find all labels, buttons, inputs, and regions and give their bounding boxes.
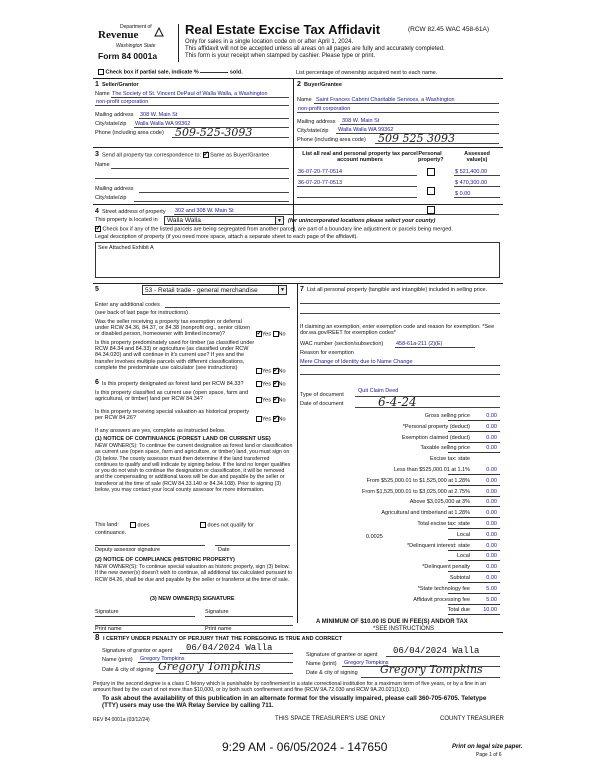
no-label: No	[278, 368, 286, 375]
street-field[interactable]: 302 and 308 W. Main St	[175, 208, 234, 214]
partial-sale-label: Check box if partial sale, indicate %	[105, 69, 199, 76]
street-label: Street address of property	[102, 209, 166, 215]
tax-row-value[interactable]: 0.00	[486, 478, 497, 484]
tax-row-value[interactable]: 0.00	[486, 413, 497, 419]
grantor-signature-field[interactable]: 06/04/2024 Walla	[186, 643, 273, 653]
correspondence-label: Send all property tax correspondence to:	[102, 152, 202, 159]
tax-row-label: Total excise tax: state	[417, 521, 470, 527]
forest-yes-checkbox[interactable]	[256, 381, 262, 387]
correspondence-city-label: City/state/zip	[95, 195, 127, 201]
partial-percent-field[interactable]	[200, 72, 228, 73]
local-rate: 0.0025	[366, 534, 383, 540]
tax-row-label: Exemption claimed (deduct)	[401, 435, 470, 441]
header-line-2: This affidavit will not be accepted unless all areas on all pages are fully and accurately completed.	[185, 46, 445, 52]
personal-col-header: Personal property?	[418, 151, 444, 163]
correspondence-name-label: Name	[95, 162, 110, 168]
wac-label: WAC number (section/subsection)	[300, 341, 384, 347]
tax-row-value[interactable]: 0.00	[486, 424, 497, 430]
doc-date-field[interactable]: 6-4-24	[378, 395, 417, 409]
grantee-name-field[interactable]: Gregory Tompkins	[344, 660, 389, 666]
legal-label: Legal description of property (if you need more space, attach a separate sheet to each page of the affidavit).	[95, 234, 358, 240]
does-checkbox[interactable]	[130, 522, 136, 528]
no-label: No	[278, 381, 286, 388]
logo-revenue: Revenue	[98, 29, 139, 41]
no-label: No	[278, 397, 286, 404]
tax-row-label: Taxable selling price	[420, 445, 470, 451]
seller-phone-label: Phone (including area code)	[95, 130, 164, 136]
form-number: Form 84 0001a	[98, 51, 158, 61]
current-use-question: Is this property classified as current use (open space, farm and agricultural, or timber) land per RCW 84.34?	[95, 390, 249, 403]
partial-sold-label: sold.	[229, 69, 243, 76]
tax-row-value[interactable]: 0.00	[486, 553, 497, 559]
assessed-value[interactable]: $ 470,300.00	[455, 180, 488, 186]
forest-question: Is this property designated as forest land per RCW 84.33?	[102, 381, 244, 387]
grantor-date-city-label: Date & city of signing	[102, 667, 154, 673]
page-number: Page 1 of 6	[476, 752, 502, 758]
tax-row-value[interactable]: 0.00	[486, 435, 497, 441]
tax-row-label: From $525,000.01 to $1,525,000 at 1.28%	[366, 478, 470, 484]
does-label: does	[137, 522, 150, 529]
seller-name-label: Name	[95, 91, 110, 97]
legal-description-field[interactable]	[95, 242, 500, 278]
buyer-mailing-field[interactable]: 308 W. Main St	[342, 118, 380, 124]
tax-row-label: *Delinquent penalty	[422, 564, 470, 570]
buyer-name-field[interactable]: Saint Frances Cabrini Charitable Services, a Washington	[316, 97, 455, 103]
grantor-name-label: Name (print)	[102, 657, 133, 663]
correspondence-name-field[interactable]	[111, 168, 289, 169]
form-title: Real Estate Excise Tax Affidavit	[185, 22, 381, 37]
use-code-select[interactable]	[142, 285, 287, 295]
section-3-label	[102, 152, 269, 158]
section-7-num: 7	[300, 286, 304, 293]
tax-row-value[interactable]: 5.00	[486, 597, 497, 603]
correspondence-mailing-field[interactable]	[139, 192, 289, 193]
notice-2-text: NEW OWNER(S): To continue special valuation as historic property, sign (3) below. If the new owner(s) doesn't wish to continue, all additional tax calculated pursuant to RCW 84.26, shall be due and payable by the seller or transferor at the time of sale.	[95, 564, 293, 583]
segregated-checkbox[interactable]	[95, 226, 101, 232]
tax-row-label: Subtotal	[449, 575, 470, 581]
yes-label: Yes	[262, 368, 271, 375]
tax-row-value[interactable]: 10.00	[483, 607, 497, 613]
notice-3-title: (3) NEW OWNER(S) SIGNATURE	[150, 596, 235, 602]
location-select[interactable]	[164, 216, 284, 225]
historic-question: Is this property receiving special valuation as historical property per RCW 84.26?	[95, 409, 250, 422]
grantee-date-city-label: Date & city of signing	[306, 670, 358, 676]
tax-row-value[interactable]: 0.00	[486, 521, 497, 527]
seller-city-label: City/state/zip	[95, 121, 127, 127]
exempt-answer	[256, 331, 286, 337]
notice-1-title: (1) NOTICE OF CONTINUANCE (FOREST LAND OR CURRENT USE)	[95, 436, 271, 442]
does-not-checkbox[interactable]	[200, 522, 206, 528]
tax-row-label: Less than $525,000.01 at 1.1%	[393, 467, 470, 473]
yes-label: Yes	[262, 381, 271, 388]
new-owner-signature-label-2: Signature	[205, 609, 229, 615]
county-treasurer-label: COUNTY TREASURER	[440, 716, 504, 722]
notice-1-text: NEW OWNER(S): To continue the current designation as forest land or classification as current use (open space, farm and agriculture, or timber) land, you must sign on (3) below. The county assessor must then determine if the land transferred continues to qualify and will indicate by signing below. If the land no longer qualifies or you do not wish to continue the designation or classification, it will be removed and the compensating or additional taxes will be due and payable by the seller or transferor at the time of sale (RCW 84.33.140 or 84.34.108). Prior to signing (3) below, you may contact your local county assessor for more information.	[95, 443, 293, 494]
certify-statement: I CERTIFY UNDER PENALTY OF PERJURY THAT THE FOREGOING IS TRUE AND CORRECT	[103, 636, 343, 642]
continuance-label: continuance.	[95, 530, 127, 536]
current-use-no-checkbox[interactable]	[273, 397, 279, 403]
tax-row-label: *State technology fee	[417, 586, 470, 592]
new-owner-signature-field[interactable]	[95, 616, 195, 617]
seller-mailing-label: Mailing address	[95, 112, 134, 118]
tax-row-label: From $1,525,000.01 to $3,025,000 at 2.75%	[362, 489, 470, 495]
seller-mailing-field[interactable]: 308 W. Main St	[140, 112, 178, 118]
tax-row-value[interactable]: 0.00	[486, 543, 497, 549]
historic-yes-checkbox[interactable]	[256, 416, 262, 422]
personal-property-checkbox[interactable]	[427, 187, 435, 195]
doc-type-label: Type of document	[300, 392, 344, 398]
buyer-name-field-2[interactable]: non-profit corporation	[298, 106, 351, 112]
grantor-name-field[interactable]: Gregory Tompkins	[140, 656, 185, 662]
exempt-yes-checkbox[interactable]	[256, 331, 262, 337]
timber-yes-checkbox[interactable]	[256, 368, 262, 374]
location-select-value: Walla Walla	[167, 217, 201, 224]
timber-no-checkbox[interactable]	[273, 368, 279, 374]
assessed-value[interactable]: $ 0.00	[455, 191, 471, 197]
section-4-num: 4	[95, 208, 99, 215]
forest-answer	[256, 381, 286, 387]
header-line-3: This form is your receipt when stamped by cashier. Please type or print.	[185, 53, 376, 59]
deputy-date-label: Date	[218, 547, 230, 553]
logo-state: Washington State	[116, 43, 156, 49]
grantee-signature-field[interactable]: 06/04/2024 Walla	[393, 646, 480, 656]
tax-row-label: Local	[456, 532, 470, 538]
treasurer-use-label: THIS SPACE TREASURER'S USE ONLY	[275, 716, 386, 722]
section-2-num: 2	[297, 81, 301, 88]
partial-sale-row	[98, 69, 243, 75]
grantor-signature-label: Signature of grantor or agent	[102, 648, 173, 654]
grantee-signature-script: Gregory Tompkins	[380, 663, 483, 676]
buyer-phone-field[interactable]: 509 525 3093	[378, 132, 455, 145]
tax-row-value[interactable]: 5.00	[486, 586, 497, 592]
new-owner-signature-field-2[interactable]	[205, 616, 293, 617]
does-not-option	[200, 522, 254, 528]
tax-row-label: Local	[456, 553, 470, 559]
deputy-label: Deputy assessor signature	[95, 547, 161, 553]
legal-description-text: See Attached Exhibit A	[98, 245, 154, 251]
seller-city-field[interactable]: Walla Walla WA 99362	[135, 121, 191, 127]
tax-row-value[interactable]: 0.00	[486, 510, 497, 516]
alternate-format-notice: To ask about the availability of this publication in an alternate format for the visually impaired, please call 360-705-6705. Teletype (TTY) users may use the WA Relay Service by calling 711.	[102, 695, 487, 709]
notice-2-title: (2) NOTICE OF COMPLIANCE (HISTORIC PROPERTY)	[95, 557, 235, 563]
historic-answer	[256, 416, 286, 422]
percent-note: List percentage of ownership acquired next to each name.	[296, 70, 438, 76]
does-option	[130, 522, 149, 528]
located-note: (for unincorporated locations please select your county)	[288, 218, 436, 224]
exempt-no-checkbox[interactable]	[273, 331, 279, 337]
grantee-signature-label: Signature of grantee or agent	[306, 652, 378, 658]
personal-property-checkbox[interactable]	[427, 168, 435, 176]
deputy-date-field[interactable]	[215, 545, 290, 546]
reason-field[interactable]: Mere Change of Identity due to Name Change	[300, 359, 413, 365]
assessed-value[interactable]: $ 521,400.00	[455, 169, 488, 175]
logo-dept-of: Department of	[120, 24, 152, 30]
buyer-city-label: City/state/zip	[297, 128, 329, 134]
new-owner-print-label: Print name	[95, 626, 122, 632]
additional-codes-label: Enter any additional codes	[95, 302, 160, 308]
assessed-col-header: Assessed value(s)	[464, 151, 490, 163]
wa-flag-icon	[154, 27, 164, 37]
deputy-signature-field[interactable]	[95, 545, 205, 546]
see-instructions-note: *SEE INSTRUCTIONS	[373, 626, 435, 632]
seller-phone-field[interactable]: 509-525-3093	[175, 126, 253, 139]
grantee-name-label: Name (print)	[306, 661, 337, 667]
legal-paper-note: Print on legal size paper.	[452, 744, 523, 750]
tax-row-value[interactable]: 0.00	[486, 564, 497, 570]
minimum-note: A MINIMUM OF $10.00 IS DUE IN FEE(S) AND/OR TAX	[316, 619, 468, 625]
buyer-phone-label: Phone (including area code)	[297, 137, 366, 143]
yes-label: Yes	[262, 331, 271, 338]
form-title-ref: (RCW 82.45 WAC 458-61A)	[408, 26, 490, 33]
this-land-label: This land:	[95, 522, 119, 528]
current-use-answer	[256, 397, 286, 403]
tax-row-label: Agricultural and timberland at 1.28%	[381, 510, 470, 516]
tax-row-label: Above $3,025,000 at 3%	[409, 499, 470, 505]
tax-row-label: *Delinquent interest: state	[407, 543, 470, 549]
buyer-mailing-label: Mailing address	[297, 119, 336, 125]
additional-codes-field[interactable]	[165, 307, 290, 308]
seller-heading: Seller/Grantor	[102, 82, 139, 88]
buyer-city-field[interactable]: Walla Walla WA 99362	[338, 127, 394, 133]
timber-question: Is this property predominately used for timber (as classified under RCW 84.34 and 84.33) or agriculture (as classified under RCW 84.34.020) and will continue in it's current use? If yes and the transfer involves multiple parcels with different classifications, complete the predominate use calculator (see instructions)	[95, 340, 255, 371]
dor-logo	[98, 24, 170, 64]
buyer-name-label: Name	[297, 97, 312, 103]
no-label: No	[278, 416, 286, 423]
exempt-question: Was the seller receiving a property tax exemption or deferral under RCW 84.36, 84.37, or 84.38 (nonprofit org., senior citizen or disabled person, homeowner with limited income)?	[95, 319, 251, 338]
partial-sale-checkbox[interactable]	[98, 69, 104, 75]
parcel-number[interactable]: 36-07-20-77-0513	[298, 180, 343, 186]
personal-property-checkbox[interactable]	[427, 206, 435, 214]
tax-row-value[interactable]: 0.00	[486, 499, 497, 505]
chevron-down-icon[interactable]: ▼	[275, 217, 283, 224]
wac-field[interactable]: 458-61a-211 (2)(E)	[396, 341, 443, 347]
tax-row-value[interactable]: 0.00	[486, 467, 497, 473]
perjury-notice: Perjury in the second degree is a class C felony which is punishable by confinement in a state correctional institution for a maximum term of five years, or by a fine in an amount fixed by the court of not more than $10,000, or by both such confinement and fine (RCW 9A.72.030 and RCW 9A.20.021(1)(c)).	[93, 681, 487, 694]
parcel-number[interactable]: 36-07-20-77-0514	[298, 169, 343, 175]
yes-label: Yes	[262, 416, 271, 423]
claim-exemption-label: If claiming an exemption, enter exemption code and reason for exemption. *See dor.wa.gov/REET for exemption codes*	[300, 324, 495, 337]
section-3-num: 3	[95, 151, 99, 158]
if-yes-note: If any answers are yes, complete as instructed below.	[95, 428, 226, 434]
does-not-label: does not qualify for	[207, 522, 255, 529]
tax-row-value[interactable]: 0.00	[486, 575, 497, 581]
tax-row-value[interactable]: 0.00	[486, 445, 497, 451]
current-use-yes-checkbox[interactable]	[256, 397, 262, 403]
tax-row-label: *Personal property (deduct)	[402, 424, 470, 430]
section-6-num: 6	[95, 379, 99, 386]
forest-no-checkbox[interactable]	[273, 381, 279, 387]
reason-label: Reason for exemption	[300, 350, 354, 356]
parcels-col-header: List all real and personal property tax parcel account numbers	[302, 151, 418, 163]
doc-date-label: Date of document	[300, 401, 344, 407]
new-owner-signature-label: Signature	[95, 609, 119, 615]
same-as-buyer-checkbox[interactable]	[203, 152, 209, 158]
buyer-heading: Buyer/Grantee	[304, 82, 342, 88]
new-owner-print-label-2: Print name	[205, 626, 232, 632]
tax-row-value[interactable]: 0.00	[486, 532, 497, 538]
seller-name-field-2[interactable]: non-profit corporation	[96, 99, 149, 105]
tax-row-value[interactable]: 0.00	[486, 489, 497, 495]
located-label: This property is located in	[95, 217, 158, 223]
yes-label: Yes	[262, 397, 271, 404]
section-1-num: 1	[95, 81, 99, 88]
cashier-stamp: 9:29 AM - 06/05/2024 - 147650	[222, 740, 388, 754]
use-code-value: 53 - Retail trade - general merchandise	[145, 287, 258, 294]
doc-type-field[interactable]: Quit Claim Deed	[358, 388, 399, 394]
segregated-row	[95, 226, 453, 232]
header-line-1: Only for sales in a single location code on or after April 1, 2024.	[185, 39, 354, 45]
tax-row-label: Gross selling price	[424, 413, 470, 419]
correspondence-mailing-label: Mailing address	[95, 186, 134, 192]
personal-property-field[interactable]	[300, 303, 500, 304]
timber-answer	[256, 368, 286, 374]
personal-property-label: List all personal property (tangible and intangible) included in selling price.	[307, 287, 488, 293]
tax-row-label: Affidavit processing fee	[413, 597, 470, 603]
segregated-label: Check box if any of the listed parcels are being segregated from another parcel, are part of a boundary line adjustment or parcels being merged.	[102, 226, 453, 233]
seller-name-field[interactable]: The Society of St. Vincent DePaul of Walla Walla, a Washington	[112, 91, 268, 97]
historic-no-checkbox[interactable]	[273, 416, 279, 422]
revision-label: REV 84 0001a (03/12/24)	[93, 717, 150, 723]
same-as-buyer-label: Same as Buyer/Grantee	[210, 152, 270, 159]
section-5-num: 5	[95, 286, 99, 293]
no-label: No	[278, 331, 286, 338]
tax-row-label: Excise tax: state	[429, 456, 470, 462]
chevron-down-icon[interactable]: ▼	[278, 286, 286, 294]
tax-row-label: Total due	[447, 607, 470, 613]
section-8-num: 8	[95, 633, 100, 642]
correspondence-city-field[interactable]	[134, 201, 289, 202]
see-back-label: (see back of last page for instructions)	[95, 310, 188, 316]
grantor-signature-script: Gregory Tompkins	[158, 660, 261, 673]
